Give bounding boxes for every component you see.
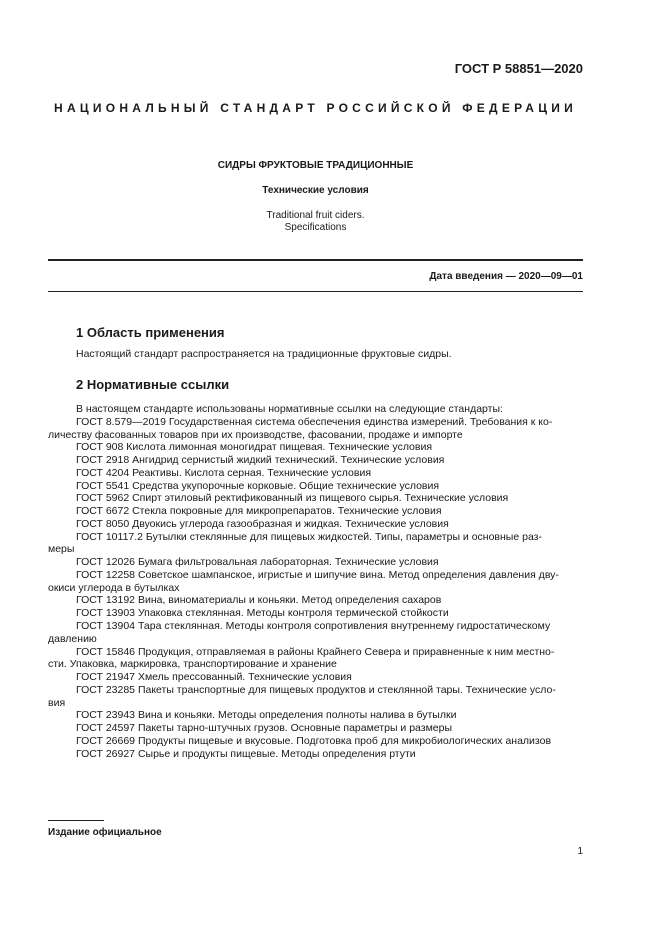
national-standard-title: НАЦИОНАЛЬНЫЙ СТАНДАРТ РОССИЙСКОЙ ФЕДЕРАЦИИ xyxy=(54,101,577,115)
reference-line: ГОСТ 23943 Вина и коньяки. Методы определения полноты налива в бутылки xyxy=(76,709,457,722)
reference-line: личеству фасованных товаров при их производстве, фасовании, продаже и импорте xyxy=(48,428,463,441)
section-1-text: Настоящий стандарт распространяется на традиционные фруктовые сидры. xyxy=(76,348,452,360)
reference-line: сти. Упаковка, маркировка, транспортирование и хранение xyxy=(48,658,337,671)
reference-line: вия xyxy=(48,696,66,709)
reference-line: меры xyxy=(48,543,75,556)
reference-line: ГОСТ 15846 Продукция, отправляемая в районы Крайнего Севера и приравненные к ним местно- xyxy=(76,645,555,658)
reference-line: ГОСТ 5541 Средства укупорочные корковые. Общие технические условия xyxy=(76,479,440,492)
reference-line: ГОСТ 13904 Тара стеклянная. Методы контроля сопротивления внутреннему гидростатическому xyxy=(76,620,551,633)
reference-line: ГОСТ 2918 Ангидрид сернистый жидкий технический. Технические условия xyxy=(76,454,445,467)
reference-line: ГОСТ 26669 Продукты пищевые и вкусовые. Подготовка проб для микробиологических анализов xyxy=(76,734,552,747)
official-edition-label: Издание официальное xyxy=(48,827,162,838)
normative-references-list xyxy=(48,403,583,760)
document-title: СИДРЫ ФРУКТОВЫЕ ТРАДИЦИОННЫЕ xyxy=(217,160,414,171)
reference-line: ГОСТ 23285 Пакеты транспортные для пищевых продуктов и стеклянной тары. Технические усло- xyxy=(76,683,556,696)
reference-line: ГОСТ 24597 Пакеты тарно-штучных грузов. Основные параметры и размеры xyxy=(76,722,453,735)
section-2-heading: 2 Нормативные ссылки xyxy=(76,377,230,392)
document-subtitle: Технические условия xyxy=(262,185,369,196)
footer-rule xyxy=(48,820,104,821)
reference-line: ГОСТ 13903 Упаковка стеклянная. Методы контроля термической стойкости xyxy=(76,607,449,620)
reference-line: давлению xyxy=(48,632,97,645)
reference-line: ГОСТ 21947 Хмель прессованный. Технические условия xyxy=(76,671,352,684)
reference-line: ГОСТ 13192 Вина, виноматериалы и коньяки. Метод определения сахаров xyxy=(76,594,442,607)
reference-line: ГОСТ 4204 Реактивы. Кислота серная. Технические условия xyxy=(76,466,372,479)
introduction-date: Дата введения — 2020—09—01 xyxy=(429,271,583,282)
page-number: 1 xyxy=(577,846,583,857)
reference-line: окиси углерода в бутылках xyxy=(48,581,180,594)
reference-line: В настоящем стандарте использованы нормативные ссылки на следующие стандарты: xyxy=(76,403,503,415)
top-divider xyxy=(48,259,583,261)
reference-line: ГОСТ 26927 Сырье и продукты пищевые. Методы определения ртути xyxy=(76,747,416,760)
english-title-line: Traditional fruit ciders. xyxy=(266,210,365,221)
reference-line: ГОСТ 8050 Двуокись углерода газообразная и жидкая. Технические условия xyxy=(76,517,449,530)
date-divider xyxy=(48,291,583,292)
reference-line: ГОСТ 5962 Спирт этиловый ректификованный из пищевого сырья. Технические условия xyxy=(76,492,509,505)
english-title-line: Specifications xyxy=(284,222,347,233)
reference-line: ГОСТ 12026 Бумага фильтровальная лабораторная. Технические условия xyxy=(76,556,439,569)
reference-line: ГОСТ 908 Кислота лимонная моногидрат пищевая. Технические условия xyxy=(76,441,433,454)
english-title xyxy=(48,210,583,234)
reference-line: ГОСТ 10117.2 Бутылки стеклянные для пищевых жидкостей. Типы, параметры и основные раз- xyxy=(76,530,542,543)
standard-code: ГОСТ Р 58851—2020 xyxy=(454,61,583,76)
reference-line: ГОСТ 8.579—2019 Государственная система обеспечения единства измерений. Требования к ко- xyxy=(76,415,553,428)
section-1-heading: 1 Область применения xyxy=(76,325,225,340)
reference-line: ГОСТ 6672 Стекла покровные для микропрепаратов. Технические условия xyxy=(76,505,442,518)
reference-line: ГОСТ 12258 Советское шампанское, игристые и шипучие вина. Метод определения давления дву- xyxy=(76,568,559,581)
